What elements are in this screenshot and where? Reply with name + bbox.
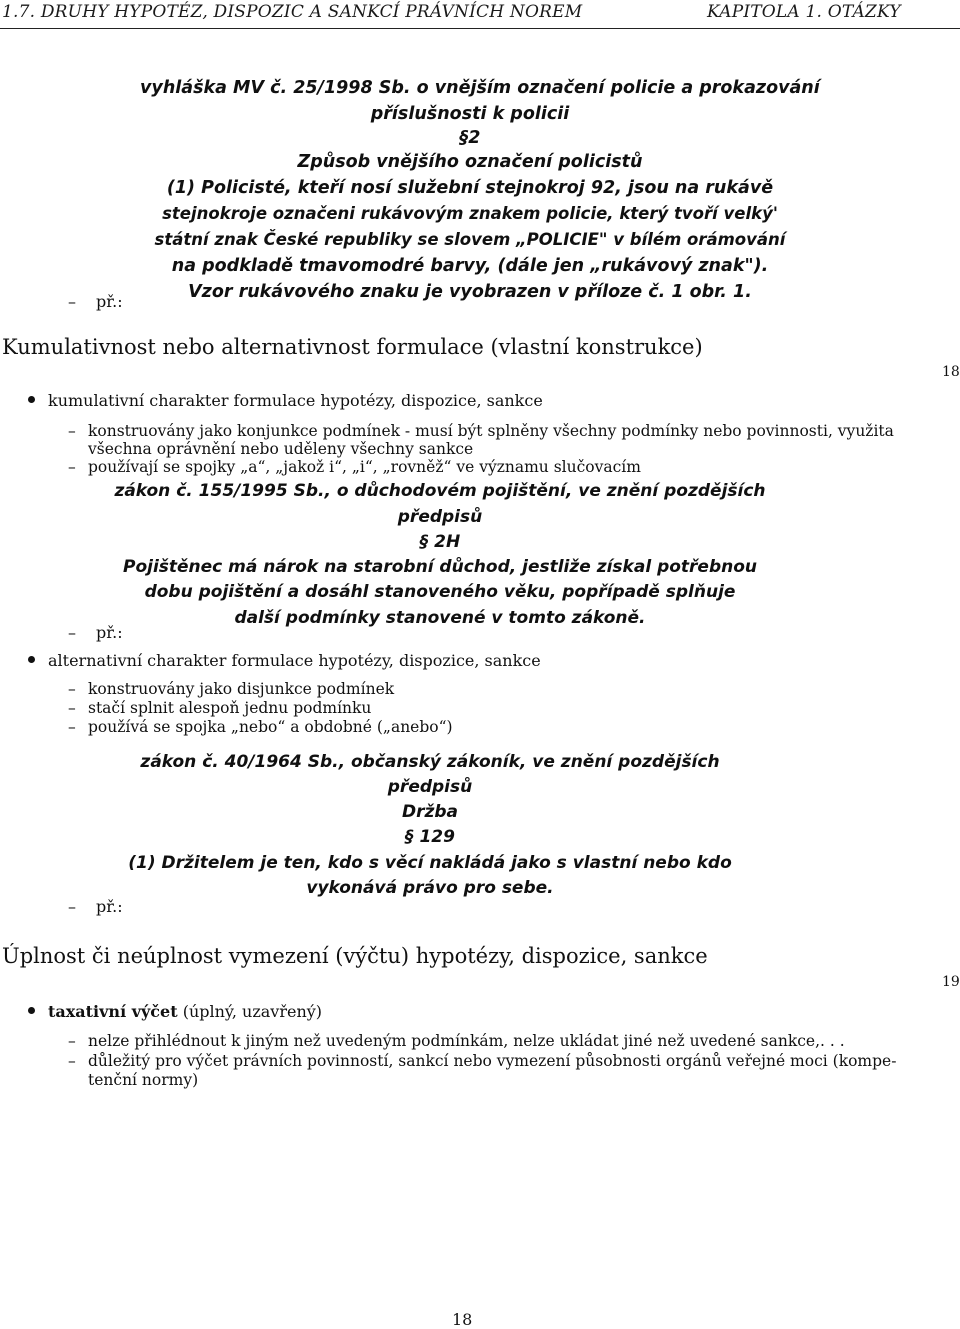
bullet-icon (28, 1007, 35, 1014)
list-item-continuation: tenční normy) (88, 1071, 199, 1089)
list-item: – důležitý pro výčet právních povinností, sankcí nebo vymezení působnosti orgánů veřejné moci (kompe- (68, 1052, 897, 1070)
scan-line: Držba (401, 802, 459, 822)
scan-line: zákon č. 40/1964 Sb., občanský zákoník, ve znění pozdějších (140, 752, 720, 772)
scan-line: stejnokroje označeni rukávovým znakem policie, který tvoří velký' (162, 204, 778, 223)
example-label: – př.: (68, 623, 123, 642)
scanned-excerpt-vyhlaska (140, 74, 820, 306)
scan-line: další podmínky stanovené v tomto zákoně. (234, 608, 646, 628)
bullet-icon (28, 656, 35, 663)
bullet-icon (28, 396, 35, 403)
bullet-alternativni: alternativní charakter formulace hypotézy, dispozice, sankce (28, 651, 541, 670)
scanned-excerpt-obcansky-zakonik (110, 750, 750, 905)
list-item: – používá se spojka „nebo“ a obdobné („anebo“) (68, 718, 453, 736)
list-item: – stačí splnit alespoň jednu podmínku (68, 699, 372, 717)
scan-line: § 2H (419, 532, 461, 552)
scan-line: státní znak České republiky se slovem „POLICIE" v bílém orámování (154, 230, 786, 249)
scan-line: § 129 (405, 827, 455, 847)
example-label: – př.: (68, 897, 123, 916)
margin-page-number: 19 (942, 974, 960, 990)
scan-line: na podkladě tmavomodré barvy, (dále jen „rukávový znak"). (171, 256, 769, 276)
scanned-excerpt-duchodove-pojisteni (110, 478, 770, 633)
header-rule (0, 28, 960, 29)
scan-line: Vzor rukávového znaku je vyobrazen v příloze č. 1 obr. 1. (188, 282, 752, 302)
list-item: – nelze přihlédnout k jiným než uvedeným podmínkám, nelze ukládat jiné než uvedené sankce,. . . (68, 1032, 845, 1050)
margin-page-number: 18 (942, 364, 960, 380)
section-title-uplnost: Úplnost či neúplnost vymezení (výčtu) hypotézy, dispozice, sankce (2, 944, 708, 968)
scan-line: Způsob vnějšího označení policistů (297, 152, 643, 172)
bullet-kumulativni: kumulativní charakter formulace hypotézy, dispozice, sankce (28, 391, 543, 410)
scan-line: předpisů (397, 507, 483, 527)
scan-line: §2 (459, 128, 481, 148)
scan-line: předpisů (387, 777, 473, 797)
scan-line: Pojištěnec má nárok na starobní důchod, jestliže získal potřebnou (122, 557, 758, 577)
page-number: 18 (452, 1310, 473, 1329)
scan-line: zákon č. 155/1995 Sb., o důchodovém pojištění, ve znění pozdějších (114, 481, 766, 501)
list-item: – používají se spojky „a“, „jakož i“, „i“, „rovněž“ ve významu slučovacím (68, 458, 641, 476)
running-header-chapter: KAPITOLA 1. OTÁZKY (707, 2, 901, 22)
scan-line: příslušnosti k policii (370, 104, 570, 124)
list-item: – konstruovány jako konjunkce podmínek - musí být splněny všechny podmínky nebo povinnosti, využita (68, 422, 894, 440)
bullet-taxativni: taxativní výčet (úplný, uzavřený) (28, 1002, 322, 1021)
running-header-section: 1.7. DRUHY HYPOTÉZ, DISPOZIC A SANKCÍ PRÁVNÍCH NOREM (2, 2, 583, 22)
scan-line: vyhláška MV č. 25/1998 Sb. o vnějším označení policie a prokazování (140, 78, 820, 98)
scan-line: (1) Policisté, kteří nosí služební stejnokroj 92, jsou na rukávě (166, 178, 774, 198)
section-title-kumulativnost: Kumulativnost nebo alternativnost formulace (vlastní konstrukce) (2, 335, 703, 359)
scan-line: dobu pojištění a dosáhl stanoveného věku, popřípadě splňuje (144, 582, 736, 602)
example-label: – př.: (68, 292, 123, 311)
list-item-continuation: všechna oprávnění nebo uděleny všechny sankce (88, 440, 474, 458)
scan-line: (1) Držitelem je ten, kdo s věcí nakládá jako s vlastní nebo kdo (128, 853, 732, 873)
list-item: – konstruovány jako disjunkce podmínek (68, 680, 395, 698)
scan-line: vykonává právo pro sebe. (306, 878, 554, 898)
